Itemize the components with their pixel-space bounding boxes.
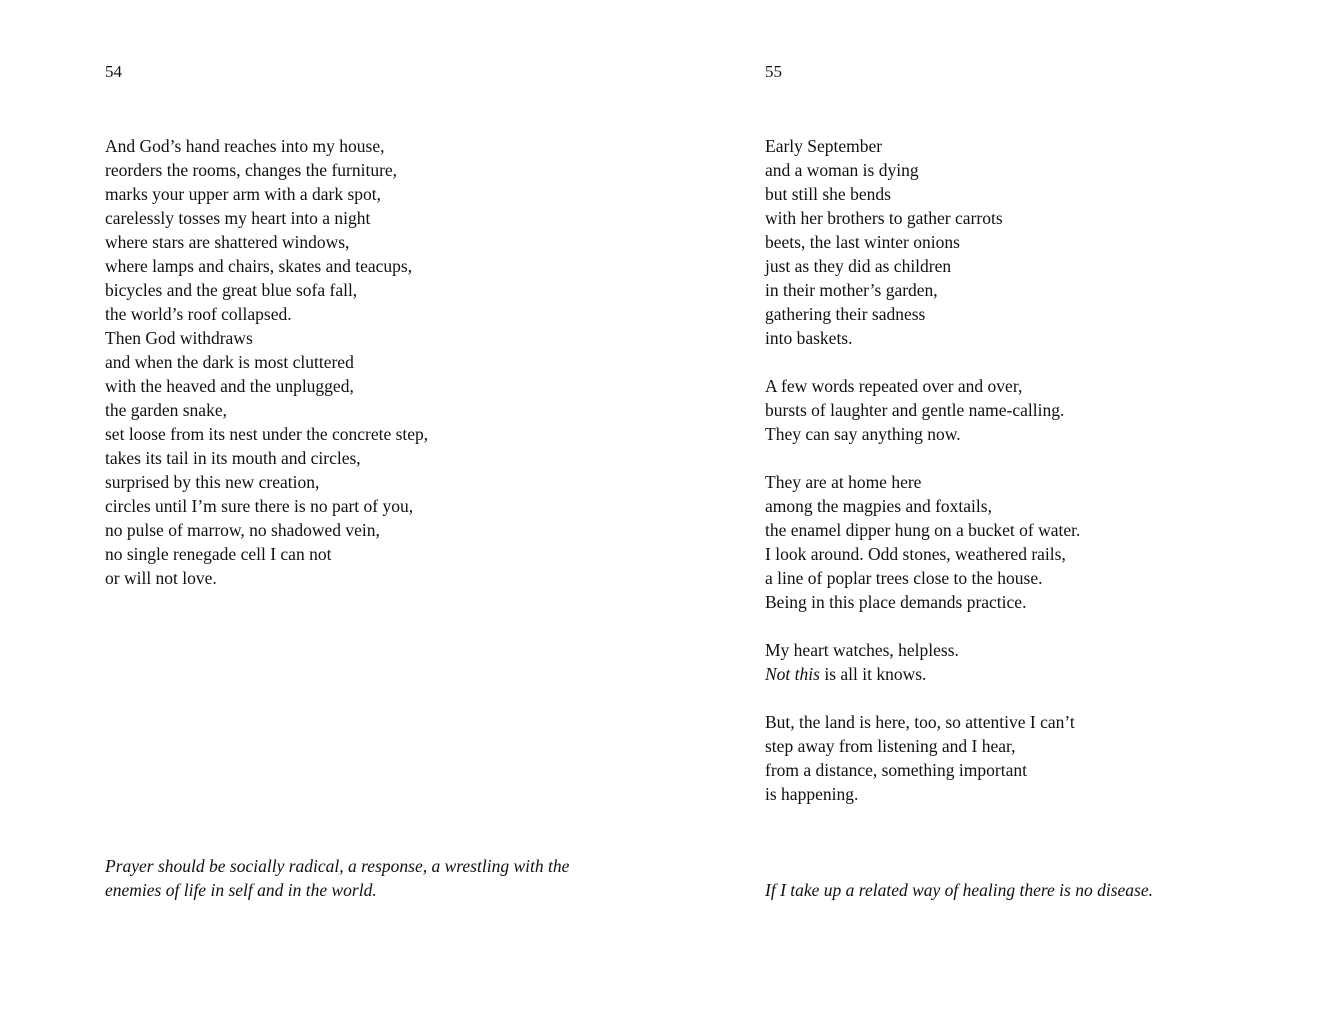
poem-line: and when the dark is most cluttered [105, 352, 354, 372]
poem-line: with her brothers to gather carrots [765, 208, 1003, 228]
poem-line: and a woman is dying [765, 160, 919, 180]
poem-line: They are at home here [765, 472, 922, 492]
poem-line: gathering their sadness [765, 304, 926, 324]
poem-line: takes its tail in its mouth and circles, [105, 448, 361, 468]
stanza-break [765, 686, 1080, 710]
quote-line: If I take up a related way of healing there is no disease. [765, 880, 1153, 900]
poem-line: the world’s roof collapsed. [105, 304, 292, 324]
poem-line: no pulse of marrow, no shadowed vein, [105, 520, 380, 540]
poem-line: reorders the rooms, changes the furniture, [105, 160, 398, 180]
poem-line: carelessly tosses my heart into a night [105, 208, 371, 228]
stanza-break [765, 614, 1080, 638]
poem-line-mixed [765, 662, 1080, 686]
poem-line: or will not love. [105, 568, 217, 588]
italic-phrase: Not this [765, 664, 820, 684]
poem-line: bursts of laughter and gentle name-calling. [765, 400, 1065, 420]
poem-line-rest: is all it knows. [819, 664, 927, 684]
epigraph-quote-right [765, 878, 1153, 902]
poem-line: the garden snake, [105, 400, 227, 420]
poem-line: set loose from its nest under the concrete step, [105, 424, 429, 444]
poem-line: surprised by this new creation, [105, 472, 320, 492]
poem-line: from a distance, something important [765, 760, 1027, 780]
poem-line: but still she bends [765, 184, 891, 204]
poem-line: where stars are shattered windows, [105, 232, 350, 252]
poem-line: And God’s hand reaches into my house, [105, 136, 385, 156]
poem-line: marks your upper arm with a dark spot, [105, 184, 382, 204]
poem-line: with the heaved and the unplugged, [105, 376, 354, 396]
poem-line: step away from listening and I hear, [765, 736, 1016, 756]
poem-line: just as they did as children [765, 256, 952, 276]
stanza-break [765, 446, 1080, 470]
poem-line: I look around. Odd stones, weathered rails, [765, 544, 1066, 564]
poem-line: My heart watches, helpless. [765, 640, 959, 660]
poem-line: Then God withdraws [105, 328, 253, 348]
poem-line: circles until I’m sure there is no part of you, [105, 496, 414, 516]
poem-line: where lamps and chairs, skates and teacups, [105, 256, 413, 276]
poem-line: beets, the last winter onions [765, 232, 960, 252]
poem-line: But, the land is here, too, so attentive I can’t [765, 712, 1075, 732]
poem-line: bicycles and the great blue sofa fall, [105, 280, 358, 300]
poem-left [105, 134, 428, 590]
poem-line: Early September [765, 136, 883, 156]
epigraph-quote-left [105, 854, 569, 902]
poem-line: among the magpies and foxtails, [765, 496, 992, 516]
poem-line: into baskets. [765, 328, 853, 348]
page-number-right: 55 [765, 62, 782, 81]
poem-line: Being in this place demands practice. [765, 592, 1027, 612]
quote-line: Prayer should be socially radical, a response, a wrestling with the [105, 856, 570, 876]
poem-line: no single renegade cell I can not [105, 544, 332, 564]
left-page [105, 0, 705, 1020]
stanza-break [765, 350, 1080, 374]
poem-line: in their mother’s garden, [765, 280, 938, 300]
poem-line: A few words repeated over and over, [765, 376, 1023, 396]
quote-line: enemies of life in self and in the world. [105, 880, 377, 900]
poem-line: the enamel dipper hung on a bucket of water. [765, 520, 1081, 540]
poem-right [765, 134, 1080, 806]
poem-line: They can say anything now. [765, 424, 961, 444]
poem-line: a line of poplar trees close to the house. [765, 568, 1043, 588]
right-page [765, 0, 1320, 1020]
page-number-left: 54 [105, 62, 122, 81]
poem-line: is happening. [765, 784, 859, 804]
